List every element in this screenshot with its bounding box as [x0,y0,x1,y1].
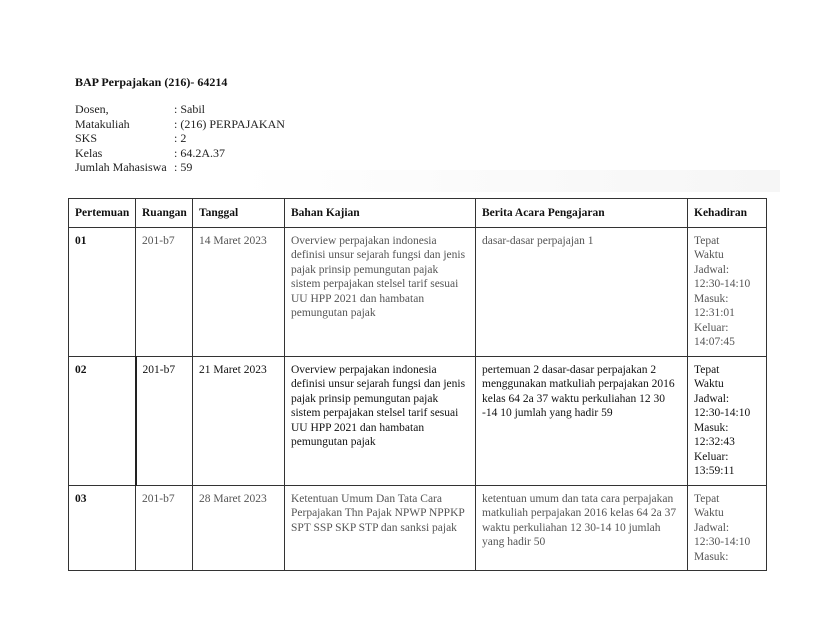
info-value: : (216) PERPAJAKAN [174,116,285,131]
info-label: Jumlah Mahasiswa [75,160,167,174]
cell-pertemuan: 01 [69,227,136,356]
document-title: BAP Perpajakan (216)- 64214 [75,75,228,89]
info-value: : 2 [174,131,187,145]
cell-ruangan: 201-b7 [136,227,193,356]
header-kehadiran: Kehadiran [688,199,767,228]
cell-berita-acara: dasar-dasar perpajajan 1 [476,227,688,356]
table-row [69,227,767,356]
cell-ruangan: 201-b7 [136,485,193,571]
table-row [69,485,767,571]
info-label: Dosen, [75,102,109,116]
cell-pertemuan: 03 [69,485,136,571]
cell-tanggal: 21 Maret 2023 [193,356,285,485]
cell-ruangan: 201-b7 [136,356,193,485]
info-row-matakuliah [75,117,285,132]
info-label: SKS [75,131,98,145]
header-berita-acara: Berita Acara Pengajaran [476,199,688,228]
bap-table [68,198,767,571]
cell-bahan-kajian: Ketentuan Umum Dan Tata Cara Perpajakan Thn Pajak NPWP NPPKP SPT SSP SKP STP dan sanksi pajak [285,485,476,571]
header-ruangan: Ruangan [136,199,193,228]
info-row-kelas [75,146,285,161]
cell-berita-acara: pertemuan 2 dasar-dasar perpajakan 2 menggunakan matkuliah perpajakan 2016 kelas 64 2a 37 waktu perkuliahan 12 30 -14 10 jumlah yang hadir 59 [476,356,688,485]
header-tanggal: Tanggal [193,199,285,228]
info-value: : Sabil [174,102,206,116]
info-row-dosen [75,102,285,117]
info-label: Kelas [75,145,103,160]
cell-bahan-kajian: Overview perpajakan indonesia definisi unsur sejarah fungsi dan jenis pajak prinsip pemungutan pajak sistem perpajakan stelsel tarif sesuai UU HPP 2021 dan hambatan pemungutan pajak [285,356,476,485]
table-row [69,356,767,485]
info-value: : 64.2A.37 [174,145,225,160]
cell-kehadiran: Tepat Waktu Jadwal: 12:30-14:10 Masuk: 12:31:01 Keluar: 14:07:45 [688,227,767,356]
cell-berita-acara: ketentuan umum dan tata cara perpajakan matkuliah perpajakan 2016 kelas 64 2a 37 waktu perkuliahan 12 30-14 10 jumlah yang hadir 50 [476,485,688,571]
info-label: Matakuliah [75,116,130,131]
header-pertemuan: Pertemuan [69,199,136,228]
table-header-row [69,199,767,228]
info-row-sks [75,131,285,146]
header-bahan-kajian: Bahan Kajian [285,199,476,228]
cell-bahan-kajian: Overview perpajakan indonesia definisi unsur sejarah fungsi dan jenis pajak prinsip pemungutan pajak sistem perpajakan stelsel tarif sesuai UU HPP 2021 dan hambatan pemungutan pajak [285,227,476,356]
cell-tanggal: 14 Maret 2023 [193,227,285,356]
course-info [75,102,285,175]
cell-tanggal: 28 Maret 2023 [193,485,285,571]
cell-kehadiran: Tepat Waktu Jadwal: 12:30-14:10 Masuk: [688,485,767,571]
info-value: : 59 [174,160,193,174]
cell-pertemuan: 02 [69,356,136,485]
cell-kehadiran: Tepat Waktu Jadwal: 12:30-14:10 Masuk: 12:32:43 Keluar: 13:59:11 [688,356,767,485]
background-shade [240,170,780,192]
